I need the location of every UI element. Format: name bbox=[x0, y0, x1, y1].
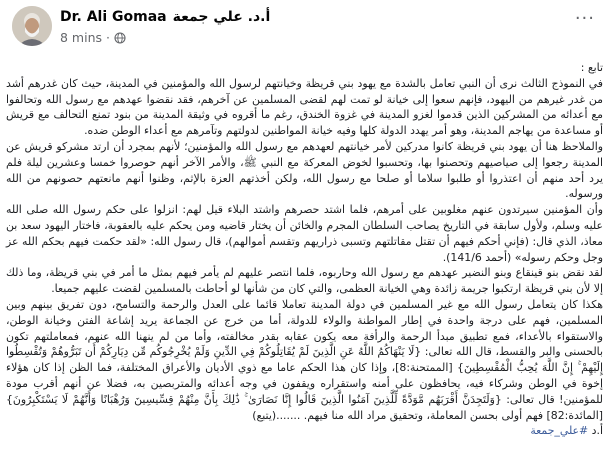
post-time[interactable]: 8 mins bbox=[60, 30, 103, 45]
paragraph: والملاحظ هنا أن يهود بني قريظة كانوا مدركين لأمر خيانتهم لعهدهم مع رسول الله والمؤمنين؛ لأنهم بمجرد أن ارتد مشركو قريش عن المدينة رجعوا إلى صياصيهم وتحصنوا بها، وتحسبوا لخوض المعركة مع النبي ﷺ، والأمر الآخر أنهم حوصروا خمسا وعشرين ليلة فلم يرد أحد منهم أن اعتذروا أو طلبوا سلاما أو صلحا مع رسول الله، ولكن أخذتهم العزة بالإثم، وظنوا أنهم مانعتهم حصونهم من الله ورسوله. bbox=[6, 139, 603, 201]
author-name-line[interactable] bbox=[60, 9, 270, 25]
paragraph: لقد نقض بنو قينقاع وبنو النضير عهدهم مع رسول الله وحاربوه، فلما انتصر عليهم لم يأمر فيهم بمثل ما أمر في بني قريظة، وما ذلك إلا لأن بني قريظة ارتكبوا جريمة زائدة وهي الخيانة العظمى، والتي كان من شأنها لو أحاطت بالمسلمين لقضت عليهم جميعا. bbox=[6, 266, 603, 296]
paragraph: وأن المؤمنين سيرتدون عنهم مغلوبين على أمرهم، فلما اشتد حصرهم واشتد البلاء قيل لهم: انزلوا على حكم رسول الله صلى الله عليه وسلم، ولأول سابقة في التاريخ يصاحب السلطان المجرم والخائن أن يختار قاضيه ومن يحكم عليه بالعقوبة، فاختار اليهود سعد بن معاذ، الذي قال: (فإني أحكم فيهم أن تقتل مقاتلتهم وتسبى ذراريهم وتقسم أموالهم)، قال رسول الله: «لقد حكمت فيهم بحكم الله عز وجل وحكم رسوله» (أحمد 141/6). bbox=[6, 203, 603, 264]
paragraph: هكذا كان يتعامل رسول الله مع غير المسلمين في دولة المدينة تعاملا قائما على العدل والرحمة والتسامح، دون تفريق بينهم وبين المسلمين، فهم على درجة واحدة في إطار المواطنة والولاء للدولة، أما من خرج عن الجماعة يريد إشاعة الفتن وخيانة الوطن، والاستقواء بالأعداء، فمع تطبيق مبدأ الرحمة والرأفة معه يكون عقابه بقدر مخالفته، وأما من لم ينهنا الله عنهم، فمعاملتهم تكون بالحسنى والبر والقسط، قال الله تعالى: {لَا يَنْهَاكُمُ اللَّهُ عَنِ الَّذِينَ لَمْ يُقَاتِلُوكُمْ فِي الدِّينِ وَلَمْ يُخْرِجُوكُم مِّن دِيَارِكُمْ أَن تَبَرُّوهُمْ وَتُقْسِطُوا إِلَيْهِمْ ۚ إِنَّ اللَّهَ يُحِبُّ الْمُقْسِطِينَ} [الممتحنة:8]، وإذا كان هذا الحكم عاما مع ذوي الأديان والأعراق المختلفة، فما الظن إذا كان هؤلاء إخوة في الوطن وشركاء فيه، يحافظون على أمنه واستقراره ويقفون في وجه أعدائه والمتربصين به، فضلا عن أنهم أقرب مودة للمؤمنين! قال تعالى: {وَلَتَجِدَنَّ أَقْرَبَهُم مَّوَدَّةً لِّلَّذِينَ آمَنُوا الَّذِينَ قَالُوا إِنَّا نَصَارَىٰ ۚ ذَٰلِكَ بِأَنَّ مِنْهُمْ قِسِّيسِينَ وَرُهْبَانًا وَأَنَّهُمْ لَا يَسْتَكْبِرُونَ} [المائدة:82] فهم أولى بحسن المعاملة، وتحقيق مراد الله منا فيهم. .......(يتبع) bbox=[6, 297, 603, 422]
hashtag-prefix: أ.د bbox=[588, 424, 603, 438]
avatar-portrait bbox=[12, 6, 52, 46]
author-name-ar[interactable]: أ.د. علي جمعة bbox=[172, 9, 271, 25]
hashtag-line bbox=[6, 423, 603, 439]
globe-icon[interactable] bbox=[114, 32, 126, 44]
paragraph: في النموذج الثالث نرى أن النبي تعامل بالشدة مع يهود بني قريظة وخيانتهم لرسول الله والمؤمنين في المدينة، حيث كان غدرهم أشد من غدر غيرهم من اليهود، فإنهم سعوا إلى خيانة لو تمت لهم لقضى المسلمين عن آخرهم، فقد نقضوا عهدهم مع رسول الله وتحالفوا مع أعدائه من المشركين الذين قدموا لغزو المدينة في غزوة الخندق، رغم ما أقروه في وثيقة المدينة من بنود تمنع التحالف مع قريش أو مساعدة من يهاجم المدينة، وهو أمر يهدد الدولة كلها وفيه خيانة المواطنين لدولتهم وتآمرهم مع أعداء الوطن ضده. bbox=[6, 76, 603, 138]
post-body bbox=[6, 60, 603, 439]
post-header bbox=[0, 0, 609, 54]
more-options-icon[interactable]: ··· bbox=[574, 8, 595, 29]
paragraph: تابع : bbox=[580, 61, 603, 74]
author-name-en[interactable]: Dr. Ali Gomaa bbox=[60, 9, 167, 25]
author-avatar[interactable] bbox=[12, 6, 52, 46]
hashtag-link[interactable]: #علي_جمعة bbox=[530, 424, 589, 438]
post-meta: 8 mins · bbox=[60, 30, 126, 45]
